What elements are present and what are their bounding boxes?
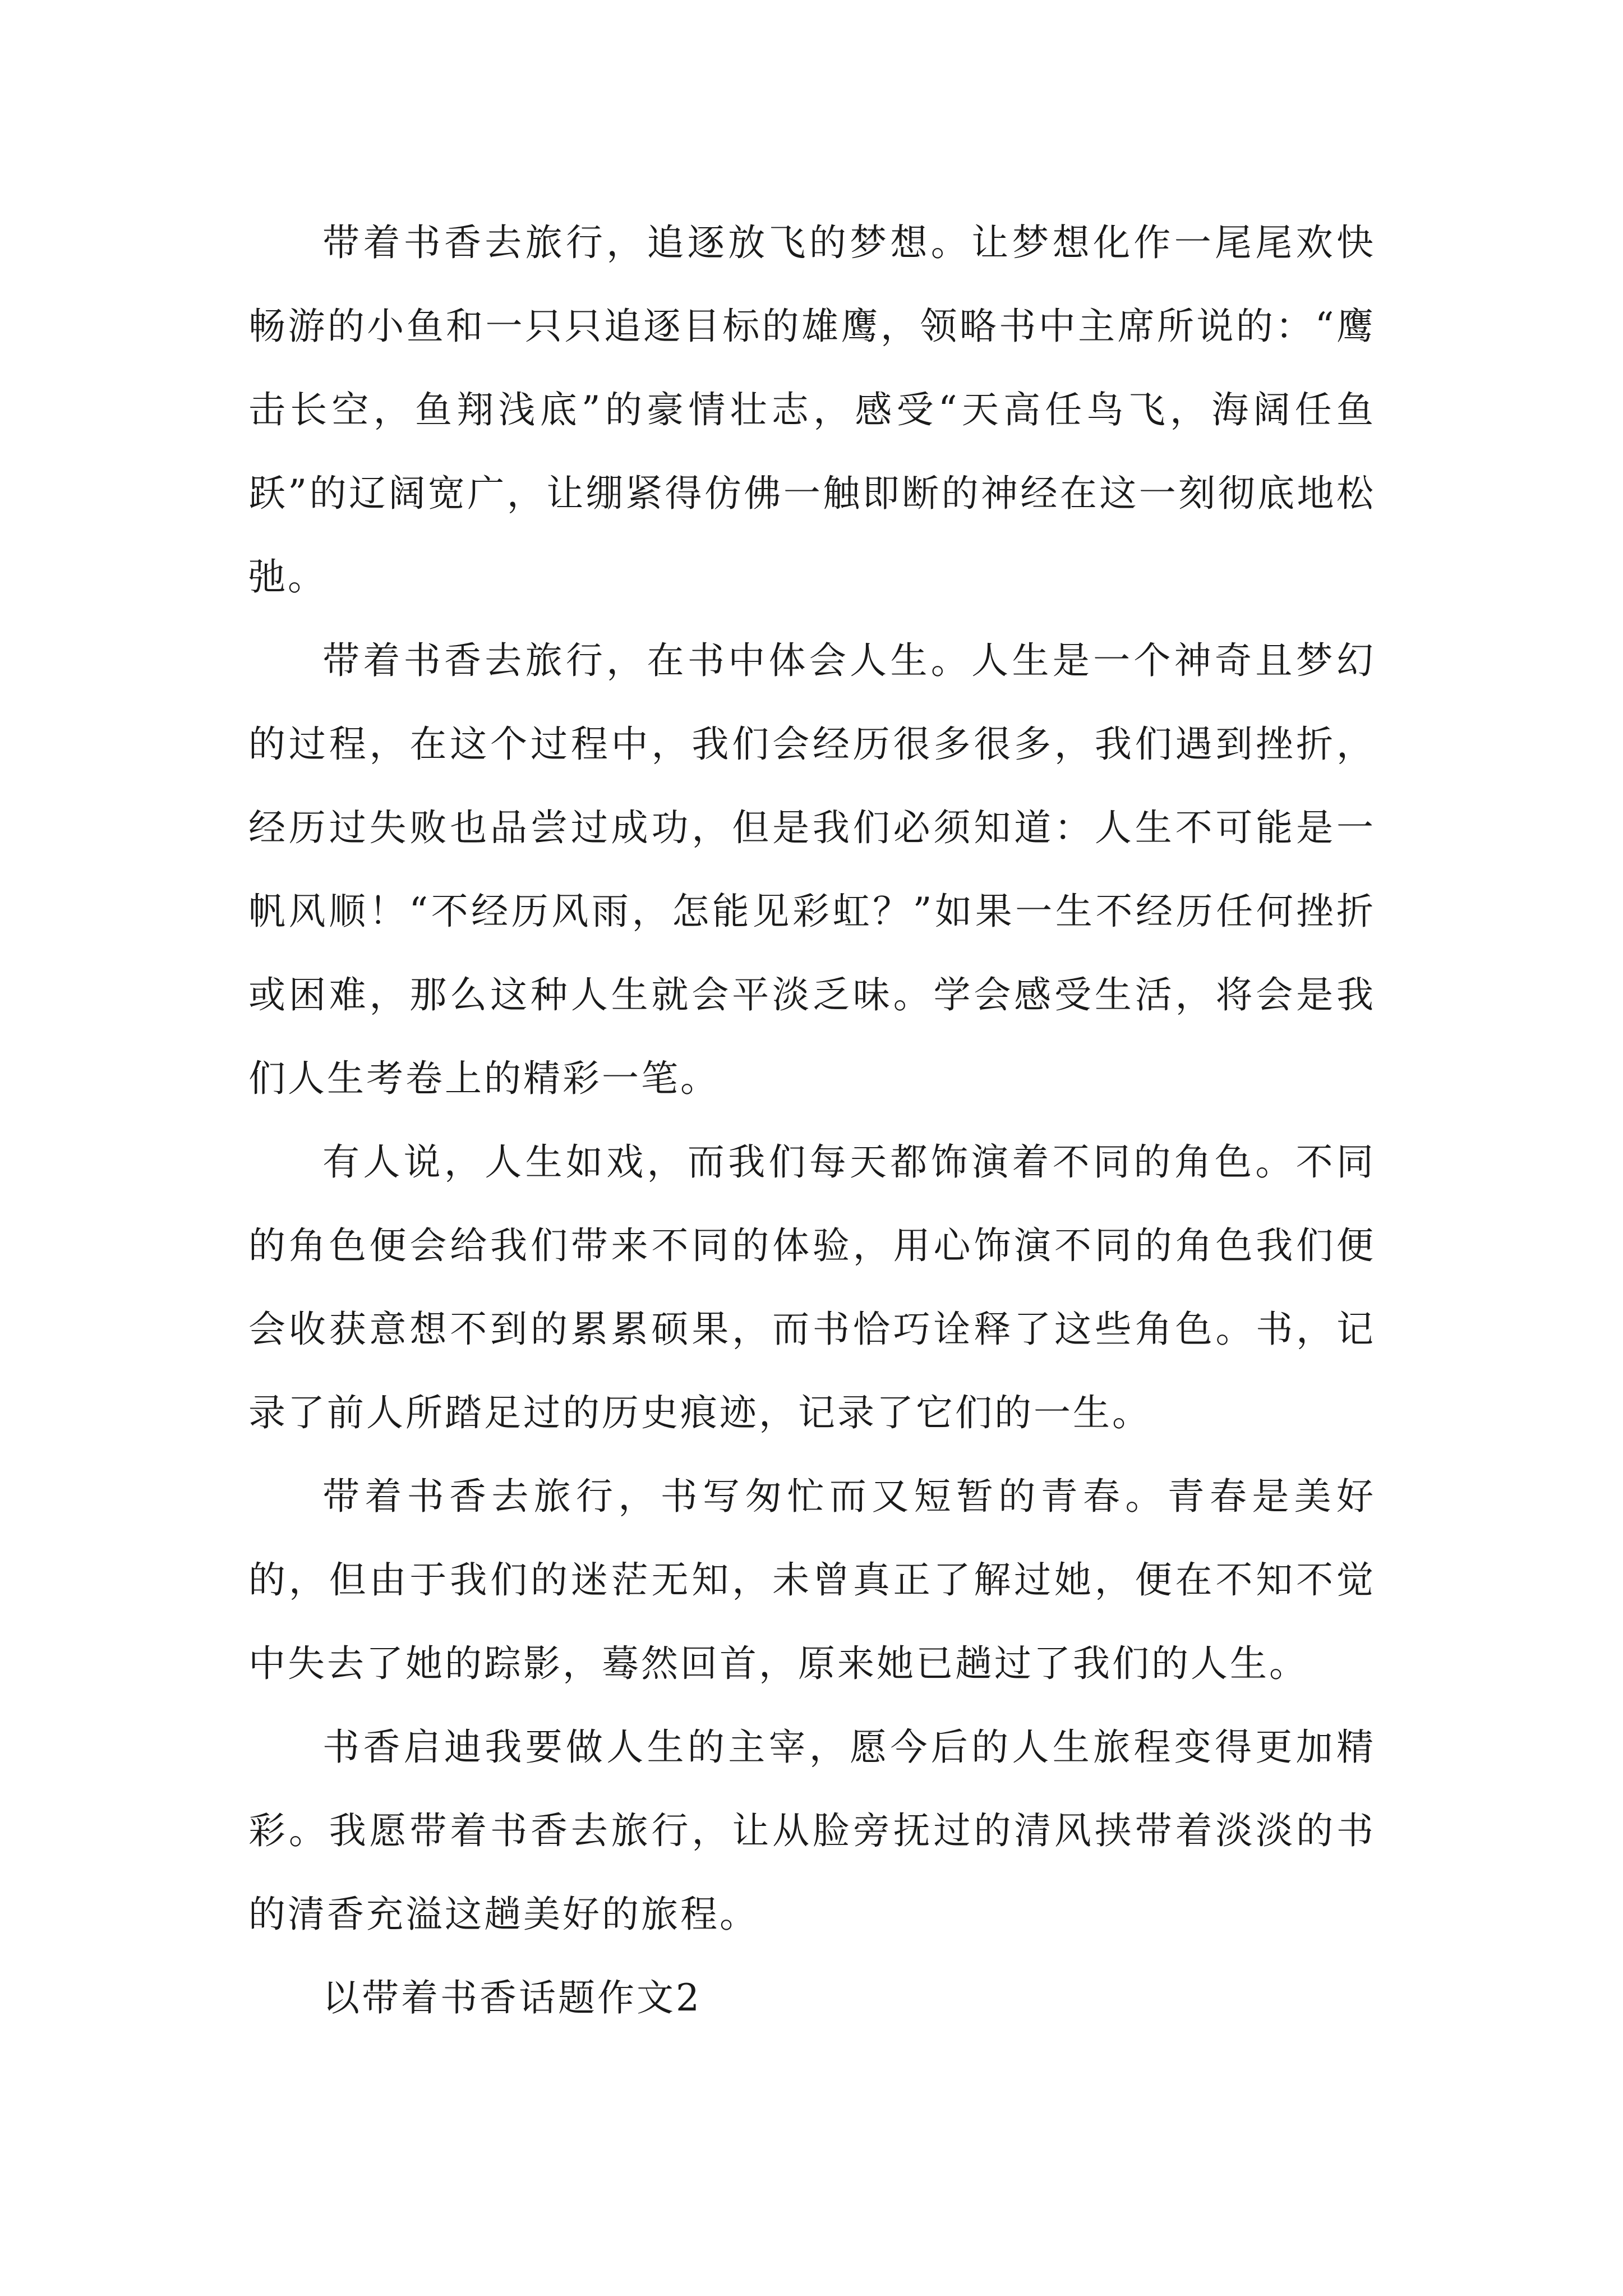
paragraph-2: 带着书香去旅行，在书中体会人生。人生是一个神奇且梦幻的过程，在这个过程中，我们会经历很多很多，我们遇到挫折，经历过失败也品尝过成功，但是我们必须知道：人生不可能是一帆风顺！“不经历风雨，怎能见彩虹？”如果一生不经历任何挫折或困难，那么这种人生就会平淡乏味。学会感受生活，将会是我们人生考卷上的精彩一笔。: [248, 639, 1376, 1100]
paragraph-4: 带着书香去旅行，书写匆忙而又短暂的青春。青春是美好的，但由于我们的迷茫无知，未曾真正了解过她，便在不知不觉中失去了她的踪影，蓦然回首，原来她已趟过了我们的人生。: [248, 1475, 1376, 1685]
paragraph-5: 书香启迪我要做人生的主宰，愿今后的人生旅程变得更加精彩。我愿带着书香去旅行，让从脸旁抚过的清风挟带着淡淡的书的清香充溢这趟美好的旅程。: [248, 1726, 1376, 1936]
section-heading: 以带着书香话题作文2: [322, 1976, 702, 2019]
paragraph-3: 有人说，人生如戏，而我们每天都饰演着不同的角色。不同的角色便会给我们带来不同的体验，用心饰演不同的角色我们便会收获意想不到的累累硕果，而书恰巧诠释了这些角色。书，记录了前人所踏足过的历史痕迹，记录了它们的一生。: [248, 1140, 1376, 1434]
paragraph-1: 带着书香去旅行，追逐放飞的梦想。让梦想化作一尾尾欢快畅游的小鱼和一只只追逐目标的雄鹰，领略书中主席所说的：“鹰击长空，鱼翔浅底”的豪情壮志，感受“天高任鸟飞，海阔任鱼跃”的辽阔宽广，让绷紧得仿佛一触即断的神经在这一刻彻底地松弛。: [248, 221, 1376, 599]
document-body: [248, 201, 1376, 2040]
